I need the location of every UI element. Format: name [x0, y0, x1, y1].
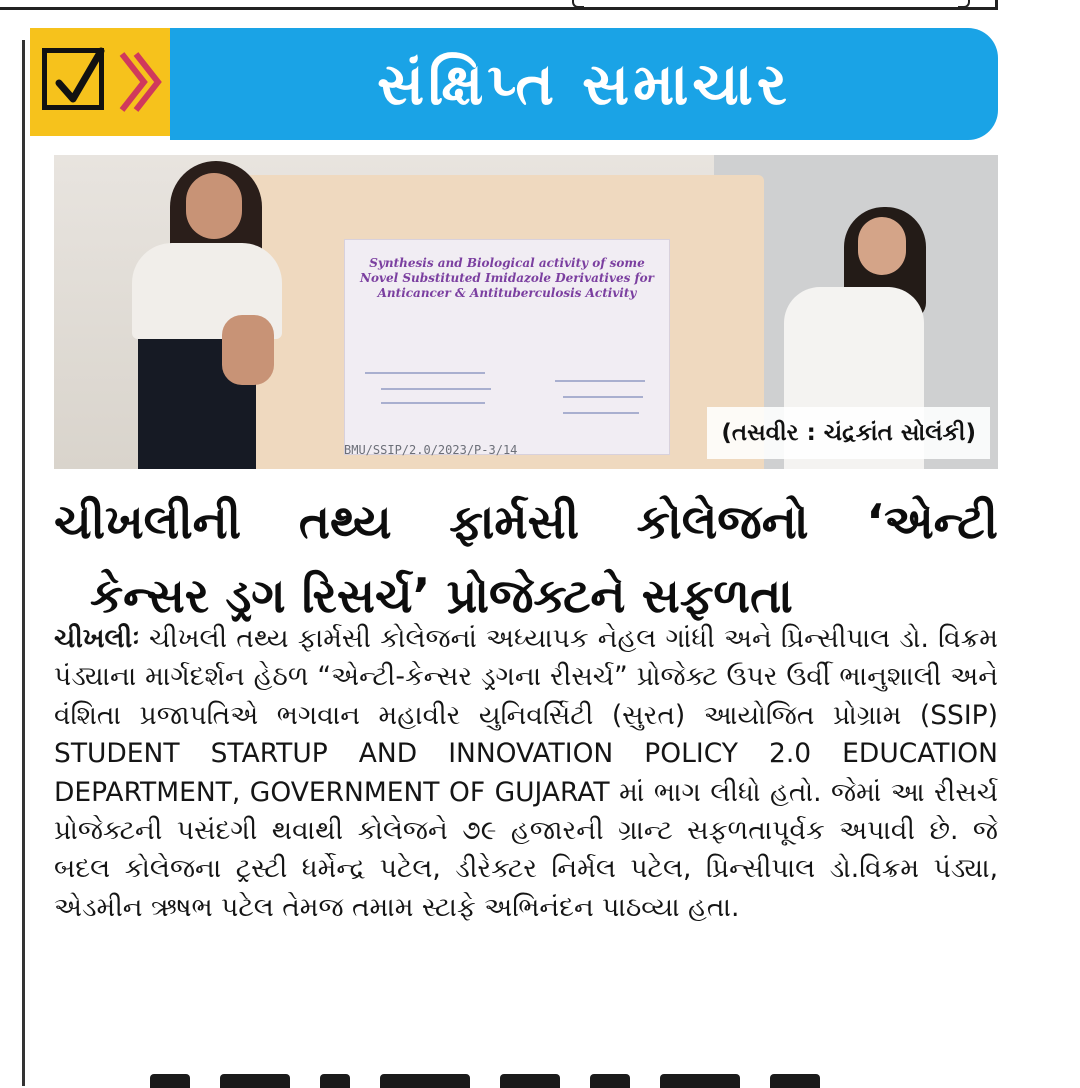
presenter-right-face: [858, 217, 906, 275]
slide-text-line: [365, 372, 485, 374]
column-rule: [22, 40, 25, 1086]
section-title: સંક્ષિપ્ત સમાચાર: [377, 50, 791, 118]
presenter-left-face: [186, 173, 242, 239]
slide-title: Synthesis and Biological activity of some Novel Substituted Imidazole Derivatives for Anticancer & Antituberculosis Activity: [360, 256, 654, 300]
section-banner: [30, 28, 998, 142]
article-body-text: ચીખલી તથ્ય ફાર્મસી કોલેજનાં અધ્યાપક નેહલ ગાંધી અને પ્રિન્સીપાલ ડો. વિક્રમ પંડ્યાના માર્ગદર્શન હેઠળ “એન્ટી-કેન્સર ડ્રગના રીસર્ચ” પ્રોજેક્ટ ઉપર ઉર્વી ભાનુશાલી અને વંશિતા પ્રજાપતિએ ભગવાન મહાવીર યુનિવર્સિટી (સુરત) આયોજિત પ્રોગ્રામ (SSIP) STUDENT STARTUP AND INNOVATION POLICY 2.0 EDUCATION DEPARTMENT, GOVERNMENT OF GUJARAT માં ભાગ લીધો હતો. જેમાં આ રીસર્ચ પ્રોજેક્ટની પસંદગી થવાથી કોલેજને ૭૯ હજારની ગ્રાન્ટ સફળતાપૂર્વક અપાવી છે. જે બદલ કોલેજના ટ્રસ્ટી ધર્મેન્દ્ર પટેલ, ડીરેક્ટર નિર્મલ પટેલ, પ્રિન્સીપાલ ડો.વિક્રમ પંડ્યા, એડમીન ઋષભ પટેલ તેમજ તમામ સ્ટાફે અભિનંદન પાઠવ્યા હતા.: [54, 623, 998, 923]
slide-text-line: [563, 396, 643, 398]
slide-code: BMU/SSIP/2.0/2023/P-3/14: [344, 443, 518, 457]
presentation-slide: [344, 239, 670, 455]
previous-article-frame: [0, 0, 998, 10]
slide-text-line: [381, 402, 485, 404]
slide-text-line: [563, 412, 639, 414]
news-photo: [54, 155, 998, 469]
chevron-right-icon: [118, 50, 168, 118]
article-headline: [54, 486, 998, 634]
slide-text-line: [555, 380, 645, 382]
photo-credit: (તસવીર : ચંદ્રકાંત સોલંકી): [707, 407, 990, 459]
section-title-bar: [170, 28, 998, 140]
frame-bracket-right: [958, 0, 970, 8]
section-badge: [30, 28, 170, 136]
checkbox-checked-icon: [42, 48, 104, 110]
frame-bracket-left: [572, 0, 584, 8]
headline-line: ચીખલીની તથ્ય ફાર્મસી કોલેજનો ‘એન્ટી: [54, 495, 998, 550]
headline-line: કેન્સર ડ્રગ રિસર્ચ’ પ્રોજેક્ટને સફળતા: [90, 569, 793, 624]
article-dateline: ચીખલીઃ: [54, 623, 140, 654]
article-body: [54, 620, 998, 927]
slide-text-line: [381, 388, 491, 390]
presenter-left-arm: [222, 315, 274, 385]
